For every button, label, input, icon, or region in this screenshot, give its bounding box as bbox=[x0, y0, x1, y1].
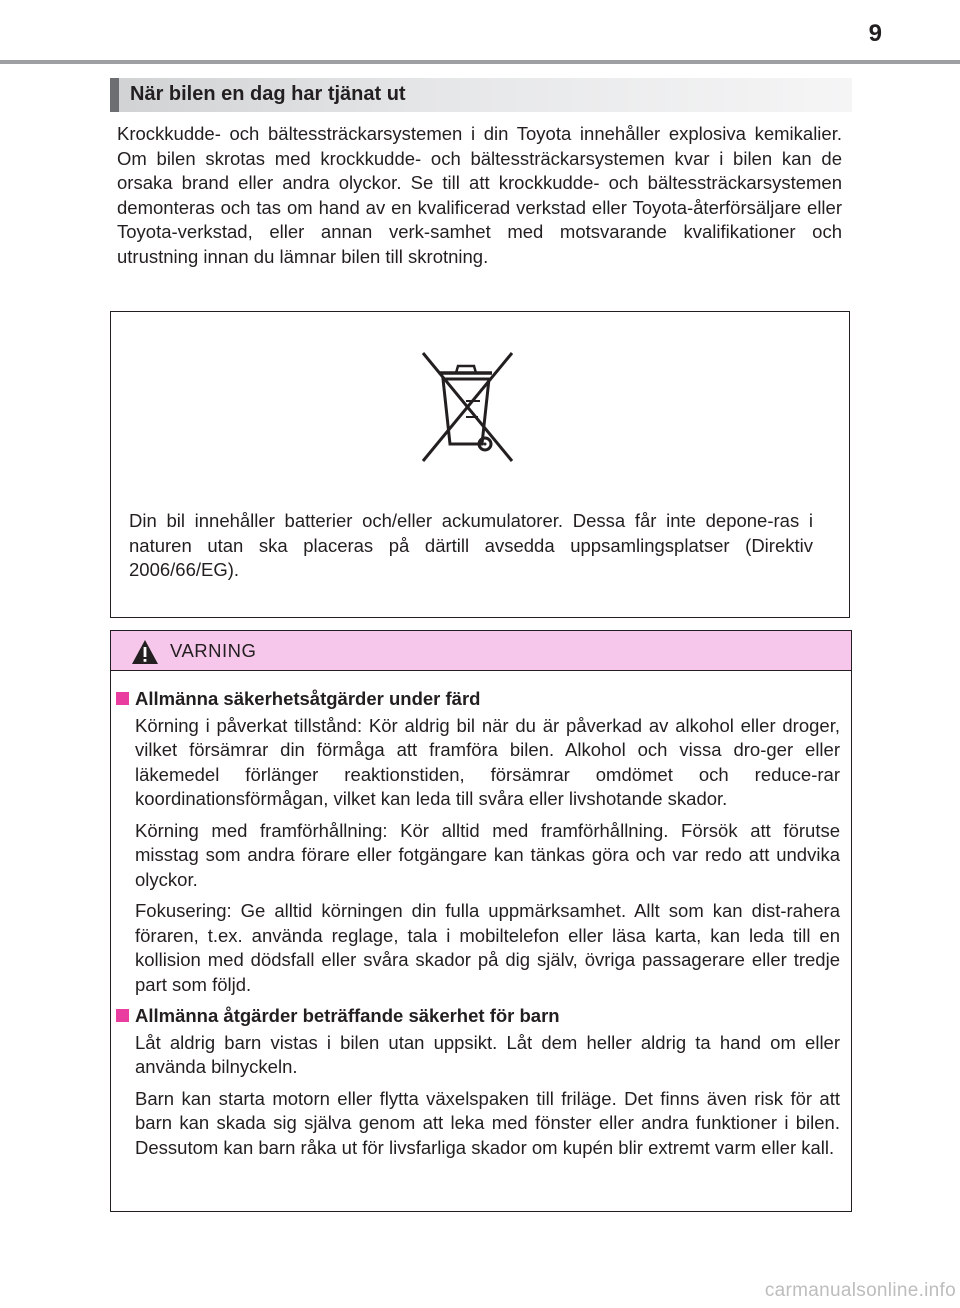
warning-header bbox=[111, 631, 851, 671]
sub-heading-text: Allmänna åtgärder beträffande säkerhet för barn bbox=[135, 1005, 560, 1026]
recycling-notice-box bbox=[110, 311, 850, 618]
warning-paragraph: Körning med framförhållning: Kör alltid med framförhållning. Försök att förutse misstag som andra förare eller fotgängare kan tänkas göra och var redo att undvika olyckor. bbox=[135, 819, 840, 890]
section-title: När bilen en dag har tjänat ut bbox=[130, 83, 406, 105]
warning-paragraph: Fokusering: Ge alltid körningen din fulla uppmärksamhet. Allt som kan dist-rahera föraren, t.ex. använda reglage, tala i mobiltelefon eller läsa karta, kan leda till en kollision med dödsfall eller svåra skador på dig själv, övriga passagerare eller tredje part som följd. bbox=[135, 900, 840, 995]
warning-paragraph: Låt aldrig barn vistas i bilen utan uppsikt. Låt dem heller aldrig ta hand om eller använda bilnyckeln. bbox=[135, 1031, 840, 1077]
intro-paragraph: Krockkudde- och bältessträckarsystemen i din Toyota innehåller explosiva kemikalier. Om bilen skrotas med krockkudde- och bältessträckarsystemen kvar i bilen kan de orsaka brand eller andra olyckor. Se till att krockkudde- och bältessträckarsystemen demonteras och tas om hand av en kvalificerad verkstad eller Toyota-återförsäljare eller Toyota-verkstad, eller annan verk-samhet med motsvarande kvalifikationer och utrustning innan du lämnar bilen till skrotning. bbox=[117, 123, 842, 267]
warning-label: VARNING bbox=[170, 640, 257, 661]
pink-square-bullet-icon bbox=[116, 1009, 129, 1022]
warning-body bbox=[111, 687, 851, 1167]
pink-square-bullet-icon bbox=[116, 692, 129, 705]
sub-heading bbox=[111, 687, 851, 712]
warning-triangle-icon bbox=[131, 639, 159, 665]
crossed-out-wheeled-bin-icon bbox=[406, 349, 526, 469]
section-header bbox=[110, 78, 852, 112]
warning-section-children bbox=[111, 1004, 851, 1160]
watermark: carmanualsonline.info bbox=[764, 1280, 956, 1301]
section-header-bar bbox=[110, 78, 119, 112]
recycling-notice-text: Din bil innehåller batterier och/eller ackumulatorer. Dessa får inte depone-ras i naturen utan ska placeras på därtill avsedda uppsamlingsplatser (Direktiv 2006/66/EG). bbox=[129, 510, 813, 580]
sub-heading bbox=[111, 1004, 851, 1029]
top-rule bbox=[0, 60, 960, 64]
warning-paragraph: Körning i påverkat tillstånd: Kör aldrig bil när du är påverkad av alkohol eller droger, vilket försämrar din förmåga att framföra bilen. Alkohol och vissa dro-ger eller läkemedel förlänger reaktionstiden, försämrar omdömet och reduce-rar koordinationsförmågan, vilket kan leda till svåra eller livshotande skador. bbox=[135, 714, 840, 809]
warning-box bbox=[110, 630, 852, 1212]
warning-section-driving bbox=[111, 687, 851, 997]
page-number: 9 bbox=[868, 20, 882, 47]
sub-heading-text: Allmänna säkerhetsåtgärder under färd bbox=[135, 688, 481, 709]
warning-paragraph: Barn kan starta motorn eller flytta växelspaken till friläge. Det finns även risk för att barn kan skada sig själva genom att leka med fönster eller andra funktioner i bilen. Dessutom kan barn råka ut för livsfarliga skador om kupén blir extremt varm eller kall. bbox=[135, 1087, 840, 1158]
